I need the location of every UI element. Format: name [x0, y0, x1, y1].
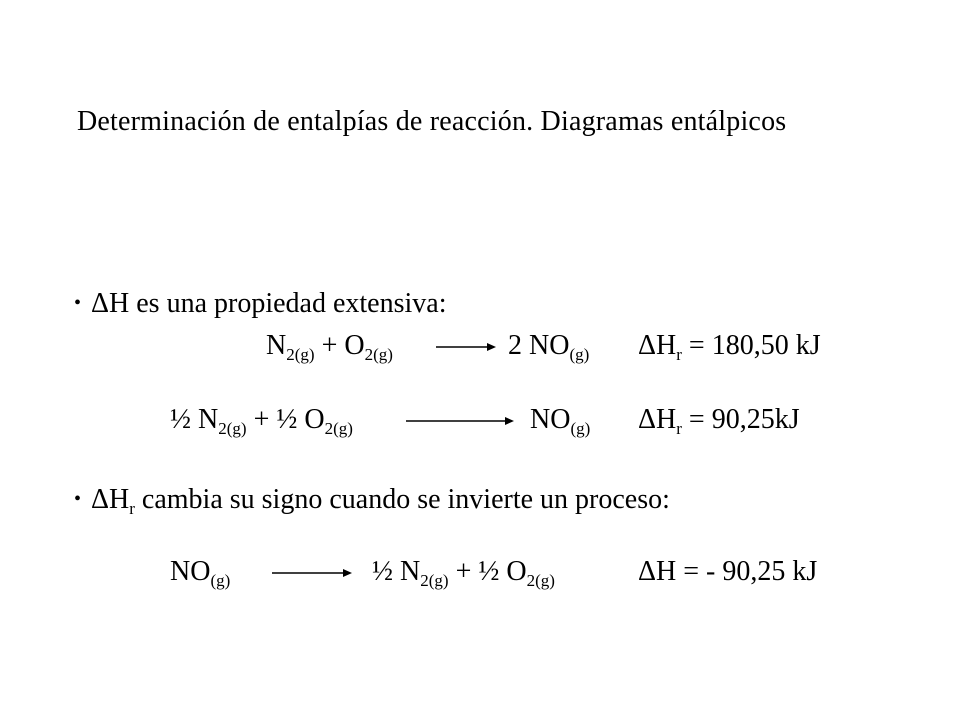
equation-3-products: ½ $N_{2(g)}$ + ½ $O_{2(g)}$ [372, 556, 555, 590]
equation-2-reactants: ½ $N_{2(g)}$ + ½ $O_{2(g)}$ [170, 404, 353, 438]
reaction-arrow-icon [404, 414, 516, 428]
bullet-extensive-property [74, 288, 446, 320]
bullet-symbol: • [74, 488, 82, 510]
reaction-arrow-icon [434, 340, 498, 354]
equation-1-enthalpy: $\Delta H_r = 180,50$ kJ [638, 330, 821, 364]
equation-3-reactants: $NO_{(g)}$ [170, 556, 231, 590]
bullet-sign-change: • $\Delta H_r$ cambia su signo cuando se invierte un proceso: [74, 484, 670, 518]
slide-title: Determinación de entalpías de reacción. Diagramas entálpicos [77, 106, 787, 137]
equation-1-reactants: $N_{2(g)} + O_{2(g)}$ [266, 330, 393, 364]
reaction-arrow-icon [270, 566, 354, 580]
equation-2-products: $NO_{(g)}$ [530, 404, 591, 438]
equation-2-enthalpy: $\Delta H_r = 90,25kJ$ [638, 404, 800, 438]
equation-3-enthalpy: ΔH = - 90,25 kJ [638, 556, 818, 587]
equation-1-products: 2 $NO_{(g)}$ [508, 330, 590, 364]
bullet-text: ΔH es una propiedad extensiva: [91, 288, 447, 319]
bullet-symbol: • [74, 292, 82, 314]
